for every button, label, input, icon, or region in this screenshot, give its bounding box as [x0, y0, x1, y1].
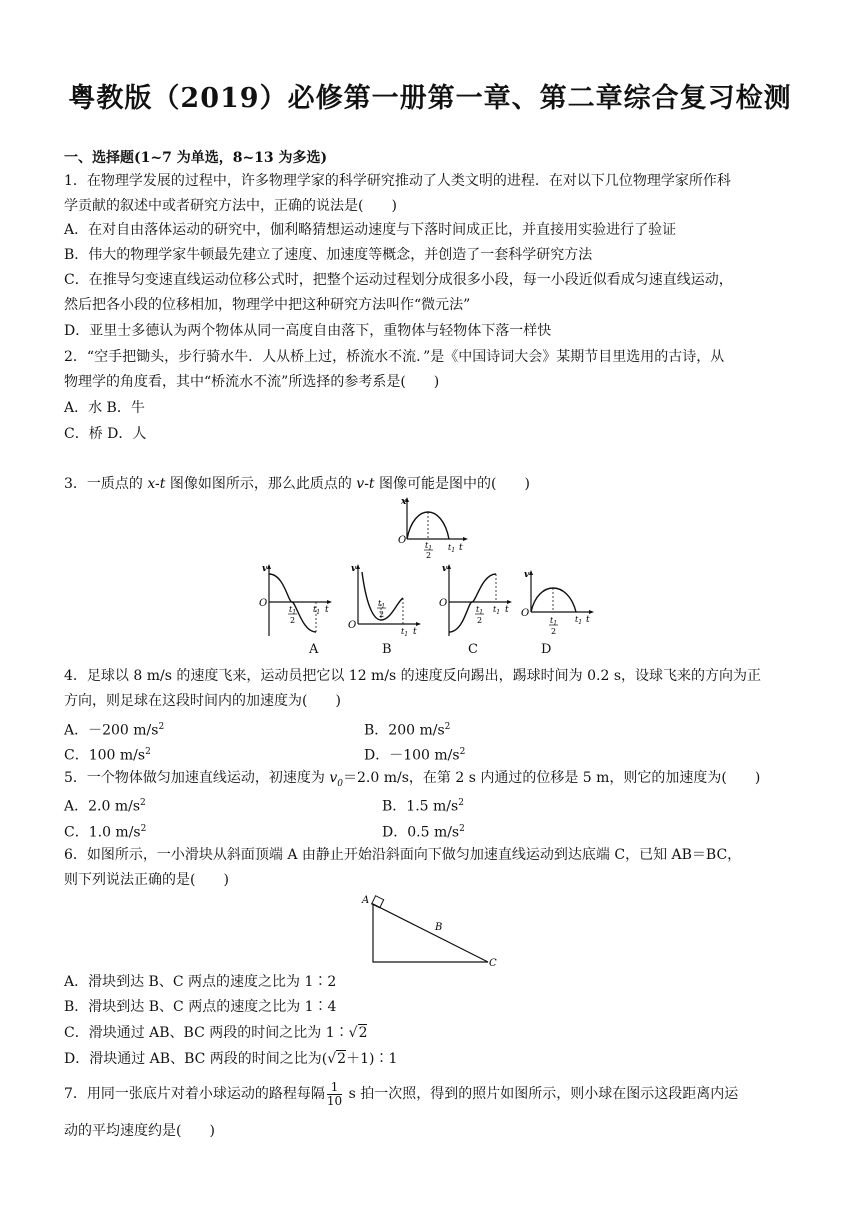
graph-d-half-den: 2 — [551, 627, 557, 636]
graph-label-b: B — [382, 642, 392, 657]
q7-frac-num: 1 — [327, 1081, 342, 1095]
q4-a-exp: 2 — [158, 722, 165, 732]
q2-options-ab: A．水 B．牛 — [64, 400, 145, 416]
q5-stem — [64, 768, 760, 794]
xt-x-label: x — [401, 497, 407, 507]
q5-d-text: D．0.5 m/s — [382, 824, 460, 841]
graph-d-origin: O — [521, 608, 530, 619]
graph-label-d: D — [541, 642, 552, 657]
q5-v0: $v_0$ — [329, 770, 344, 789]
q4-option-b — [364, 717, 450, 741]
q5-option-a — [64, 793, 146, 817]
q1-option-c-line2: 然后把各小段的位移相加，物理学中把这种研究方法叫作“微元法” — [64, 297, 471, 313]
q3-stem-part3: 图像可能是图中的( ) — [374, 476, 530, 492]
vt-graph-c — [436, 562, 516, 640]
q5-a-text: A．2.0 m/s — [64, 798, 141, 815]
graph-c-origin: O — [439, 598, 448, 609]
q4-option-d — [364, 742, 465, 766]
graph-c-half-t1: $t_1$ — [476, 605, 484, 616]
q5-option-d — [382, 819, 465, 843]
graph-d-t-label: t — [586, 615, 590, 625]
graph-c-half-den: 2 — [477, 616, 483, 625]
q5-stem-part1: 5．一个物体做匀加速直线运动，初速度为 — [64, 770, 330, 786]
q5-stem-part2: ＝2.0 m/s，在第 2 s 内通过的位移是 5 m，则它的加速度为( ) — [343, 770, 761, 786]
graph-d-t1: $t_1$ — [575, 615, 583, 626]
q3-stem-part2: 图像如图所示，那么此质点的 — [165, 476, 357, 492]
graph-b-half-t1: $t_1$ — [378, 599, 386, 610]
graph-a-origin: O — [259, 598, 268, 609]
q4-c-text: C．100 m/s — [64, 747, 146, 764]
q2-stem-line2: 物理学的角度看，其中“桥流水不流”所选择的参考系是( ) — [64, 374, 440, 390]
incline-label-a: A — [362, 895, 370, 906]
q6-d-text1: D．滑块通过 AB、BC 两段的时间之比为( — [64, 1051, 328, 1067]
q1-stem-line1: 1．在物理学发展的过程中，许多物理学家的科学研究推动了人类文明的进程．在对以下几位物理学家所作科 — [64, 173, 731, 189]
q6-stem-line2: 则下列说法正确的是( ) — [64, 872, 229, 888]
q4-stem-line1: 4．足球以 8 m/s 的速度飞来，运动员把它以 12 m/s 的速度反向踢出，踢球时间为 0.2 s，设球飞来的方向为正 — [64, 668, 762, 684]
q5-c-exp: 2 — [140, 824, 147, 834]
graph-d-v-label: v — [524, 570, 530, 580]
q5-a-exp: 2 — [140, 798, 146, 808]
xt-half-den: 2 — [426, 551, 432, 559]
graph-c-v-label: v — [442, 564, 448, 574]
page-title: 粤教版（2019）必修第一册第一章、第二章综合复习检测 — [68, 83, 792, 114]
q4-stem-line2: 方向，则足球在这段时间内的加速度为( ) — [64, 693, 341, 709]
q7-frac-den: 10 — [326, 1093, 343, 1108]
graph-b-origin: O — [348, 620, 357, 631]
graph-c-t1: $t_1$ — [493, 605, 501, 616]
q4-b-text: B．200 m/s — [364, 722, 445, 739]
q4-b-exp: 2 — [444, 722, 451, 732]
incline-diagram — [358, 890, 508, 970]
graph-label-a: A — [309, 642, 319, 657]
q6-option-a: A．滑块到达 B、C 两点的速度之比为 1∶2 — [64, 974, 337, 990]
q1-option-a: A．在对自由落体运动的研究中，伽利略猜想运动速度与下落时间成正比，并直接用实验进行了验证 — [64, 222, 677, 238]
q2-options-cd: C．桥 D．人 — [64, 426, 147, 442]
graph-c-t-label: t — [505, 605, 509, 615]
q4-a-text: A．－200 m/s — [64, 722, 159, 739]
vt-graph-b — [345, 562, 425, 640]
q1-option-d: D．亚里士多德认为两个物体从同一高度自由落下，重物体与轻物体下落一样快 — [64, 323, 552, 339]
vt-graph-a — [256, 562, 336, 640]
q5-d-exp: 2 — [459, 824, 465, 834]
q3-xt-label: x-t — [147, 476, 166, 492]
xt-t-label: t — [459, 543, 463, 553]
q1-option-b: B．伟大的物理学家牛顿最先建立了速度、加速度等概念，并创造了一套科学研究方法 — [64, 247, 593, 263]
xt-graph — [392, 495, 472, 559]
incline-label-c: C — [489, 958, 497, 969]
graph-label-c: C — [468, 642, 478, 657]
graph-a-t1: $t_1$ — [313, 605, 321, 616]
q7-stem-line2: 动的平均速度约是( ) — [64, 1123, 215, 1139]
vt-graph-d — [518, 568, 598, 640]
graph-d-half-t1: $t_1$ — [550, 616, 558, 627]
q6-d-text2: ＋1)∶1 — [346, 1051, 398, 1067]
graph-a-v-label: v — [262, 564, 268, 574]
graph-a-half-den: 2 — [290, 616, 296, 625]
section-heading: 一、选择题(1~7 为单选，8~13 为多选) — [64, 150, 328, 166]
q7-stem-part2: s 拍一次照，得到的照片如图所示，则小球在图示这段距离内运 — [344, 1086, 739, 1102]
q6-option-c: C．滑块通过 AB、BC 两段的时间之比为 1∶√2 — [64, 1025, 368, 1041]
graph-b-t1: $t_1$ — [401, 627, 409, 638]
graph-a-half-t1: $t_1$ — [289, 605, 297, 616]
q6-c-text: C．滑块通过 AB、BC 两段的时间之比为 1∶ — [64, 1025, 349, 1041]
q5-option-b — [382, 793, 464, 817]
q3-stem-part1: 3．一质点的 — [64, 476, 148, 492]
q1-option-c-line1: C．在推导匀变速直线运动位移公式时，把整个运动过程划分成很多小段，每一小段近似看成匀速直线运动， — [64, 272, 733, 288]
q5-b-text: B．1.5 m/s — [382, 798, 459, 815]
graph-b-v-label: v — [351, 564, 357, 574]
q4-option-c — [64, 742, 151, 766]
q5-b-exp: 2 — [458, 798, 464, 808]
q2-stem-line1: 2．“空手把锄头，步行骑水牛．人从桥上过，桥流水不流．”是《中国诗词大会》某期节目里选用的古诗，从 — [64, 349, 725, 365]
q7-stem-line1 — [64, 1080, 738, 1108]
q4-option-a — [64, 717, 164, 741]
q6-option-d: D．滑块通过 AB、BC 两段的时间之比为(√2＋1)∶1 — [64, 1051, 398, 1067]
xt-origin: O — [398, 535, 407, 546]
q3-stem — [64, 474, 530, 494]
q5-c-text: C．1.0 m/s — [64, 824, 141, 841]
q4-d-text: D．－100 m/s — [364, 747, 460, 764]
q3-vt-label: v-t — [356, 476, 375, 492]
xt-half-t1: $t_1$ — [425, 541, 433, 552]
q1-stem-line2: 学贡献的叙述中或者研究方法中，正确的说法是( ) — [64, 198, 397, 214]
xt-t1-label: $t_1$ — [448, 543, 456, 554]
q6-stem-line1: 6．如图所示，一小滑块从斜面顶端 A 由静止开始沿斜面向下做匀加速直线运动到达底端 C，已知 AB＝BC， — [64, 847, 742, 863]
q6-option-b: B．滑块到达 B、C 两点的速度之比为 1∶4 — [64, 999, 337, 1015]
graph-b-t-label: t — [413, 627, 417, 637]
graph-a-t-label: t — [325, 605, 329, 615]
incline-label-b: B — [435, 922, 443, 933]
q4-c-exp: 2 — [145, 747, 151, 757]
q5-option-c — [64, 819, 146, 843]
q7-fraction — [327, 1081, 342, 1108]
q7-stem-part1: 7．用同一张底片对着小球运动的路程每隔 — [64, 1086, 325, 1102]
graph-b-half-den: 2 — [379, 610, 385, 619]
q4-d-exp: 2 — [459, 747, 466, 757]
q6-d-sqrt: 2 — [337, 1051, 347, 1067]
q6-c-sqrt: 2 — [358, 1025, 368, 1041]
